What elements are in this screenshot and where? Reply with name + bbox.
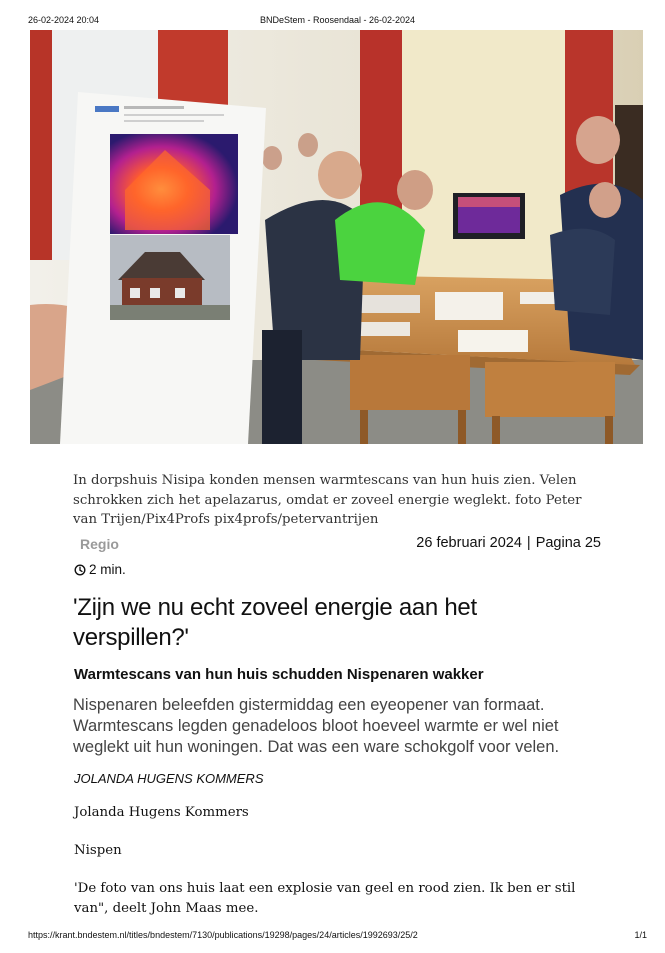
clock-icon [74,564,86,576]
article-headline: 'Zijn we nu echt zoveel energie aan het verspillen?' [73,594,477,651]
print-datetime: 26-02-2024 20:04 [28,15,100,25]
byline: Jolanda Hugens Kommers [74,805,249,820]
article-meta [80,535,601,553]
print-url: https://krant.bndestem.nl/titles/bndestem/7130/publications/19298/pages/24/articles/1992693/25/2 [28,930,418,940]
page-number: Pagina 25 [535,535,601,551]
print-footer [28,930,647,942]
body-paragraph: 'De foto van ons huis laat een explosie van geel en rood zien. Ik ben er stil van", deelt John Maas mee. [74,881,576,916]
print-page-count: 1/1 [634,930,647,940]
meta-separator: | [526,535,531,551]
read-time-label: 2 min. [89,562,126,577]
publication-info [416,535,601,551]
photo-caption: In dorpshuis Nisipa konden mensen warmtescans van hun huis zien. Velen schrokken zich het apelazarus, omdat er zoveel energie weglekt. foto Peter van Trijen/Pix4Profs pix4profs/petervantrijen [73,473,582,528]
dateline: Nispen [74,843,122,858]
print-title: BNDeStem - Roosendaal - 26-02-2024 [259,15,416,25]
byline-caps: JOLANDA HUGENS KOMMERS [74,771,264,786]
article-subheadline: Warmtescans van hun huis schudden Nispenaren wakker [74,666,484,683]
article-photo [30,30,643,444]
publication-date: 26 februari 2024 [416,535,522,551]
article-intro: Nispenaren beleefden gistermiddag een eyeopener van formaat. Warmtescans legden genadeloos bloot hoeveel warmte er wel niet weglekt uit hun woningen. Dat was een ware schokgolf voor velen. [73,696,560,756]
section-label[interactable]: Regio [80,536,119,552]
print-header [28,15,647,27]
read-time [74,562,126,577]
